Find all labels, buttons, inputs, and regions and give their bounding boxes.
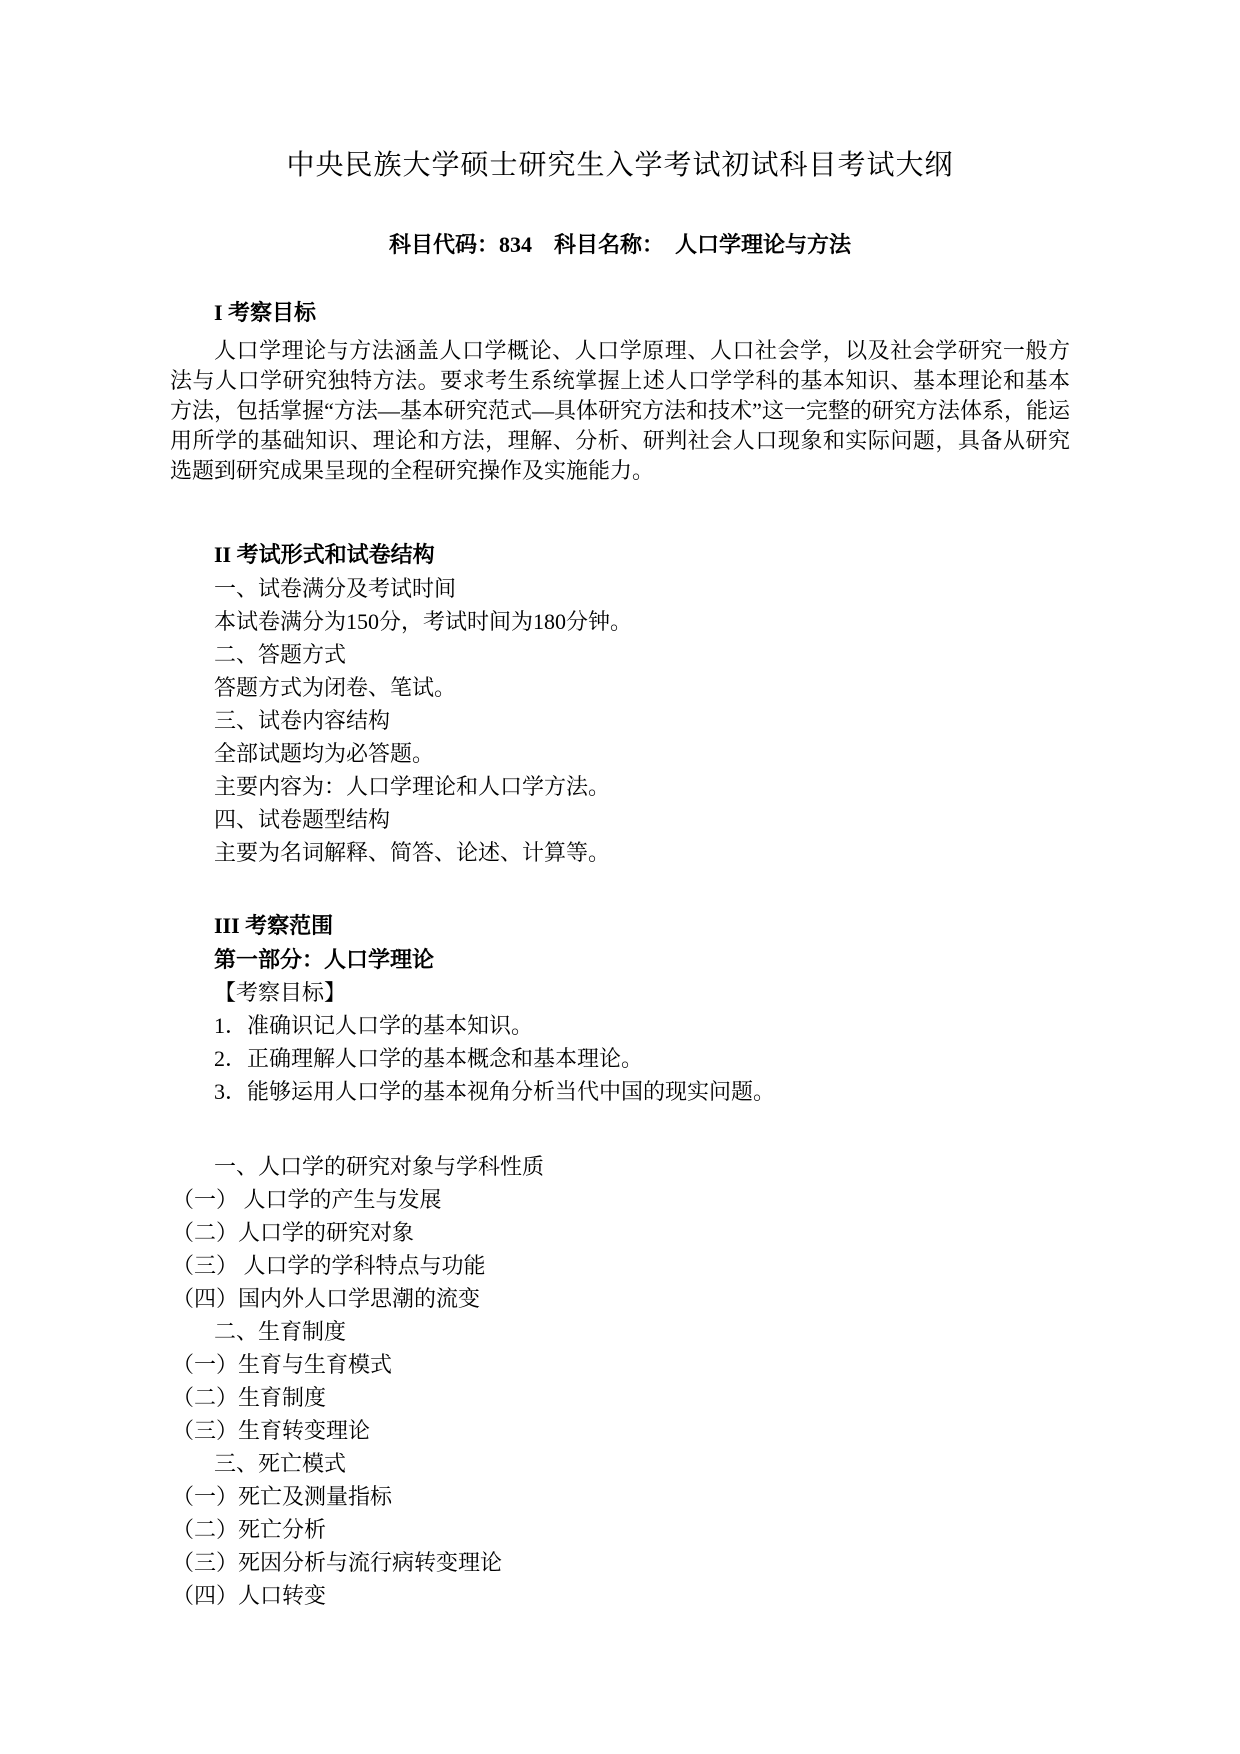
structure-line: 本试卷满分为150分，考试时间为180分钟。 [214, 609, 633, 634]
structure-line: 主要内容为：人口学理论和人口学方法。 [214, 774, 611, 799]
exam-goals-paragraph: 人口学理论与方法涵盖人口学概论、人口学原理、人口社会学，以及社会学研究一般方法与人口学研究独特方法。要求考生系统掌握上述人口学学科的基本知识、基本理论和基本方法，包括掌握“方法—基本研究范式—具体研究方法和技术”这一完整的研究方法体系，能运用所学的基础知识、理论和方法，理解、分析、研判社会人口现象和实际问题，具备从研究选题到研究成果呈现的全程研究操作及实施能力。 [170, 338, 1070, 483]
structure-line: 三、试卷内容结构 [214, 708, 391, 733]
outline-item-sub: （二）生育制度 [172, 1385, 327, 1410]
section-exam-structure [170, 538, 1070, 869]
section-exam-goals-heading: I 考察目标 [214, 300, 317, 325]
section-exam-structure-heading: II 考试形式和试卷结构 [214, 542, 435, 567]
section-exam-scope [170, 909, 1070, 1612]
section-exam-goals [170, 296, 1070, 486]
part1-outline [170, 1150, 1070, 1612]
outline-item-sub: （二）人口学的研究对象 [172, 1220, 415, 1245]
outline-item-sub: （三）死因分析与流行病转变理论 [172, 1550, 503, 1575]
goal-item: 1．准确识记人口学的基本知识。 [214, 1013, 534, 1038]
outline-item-main: 三、死亡模式 [214, 1451, 347, 1476]
goals-label: 【考察目标】 [214, 980, 347, 1005]
outline-item-sub: （四）人口转变 [172, 1583, 327, 1608]
structure-line: 四、试卷题型结构 [214, 807, 391, 832]
outline-item-main: 二、生育制度 [214, 1319, 347, 1344]
outline-item-main: 一、人口学的研究对象与学科性质 [214, 1154, 545, 1179]
outline-item-sub: （三） 人口学的学科特点与功能 [172, 1253, 486, 1278]
part1-title: 第一部分：人口学理论 [214, 947, 435, 972]
outline-item-sub: （二）死亡分析 [172, 1517, 327, 1542]
structure-line: 二、答题方式 [214, 642, 347, 667]
outline-item-sub: （一） 人口学的产生与发展 [172, 1187, 442, 1212]
structure-line: 答题方式为闭卷、笔试。 [214, 675, 457, 700]
outline-item-sub: （一）死亡及测量指标 [172, 1484, 393, 1509]
section-exam-scope-heading: III 考察范围 [214, 913, 334, 938]
document-title: 中央民族大学硕士研究生入学考试初试科目考试大纲 [286, 150, 954, 181]
subject-line: 科目代码：834 科目名称： 人口学理论与方法 [388, 232, 851, 257]
outline-item-sub: （一）生育与生育模式 [172, 1352, 393, 1377]
outline-item-sub: （三）生育转变理论 [172, 1418, 371, 1443]
goal-item: 3．能够运用人口学的基本视角分析当代中国的现实问题。 [214, 1079, 776, 1104]
structure-line: 一、试卷满分及考试时间 [214, 576, 457, 601]
structure-line: 主要为名词解释、简答、论述、计算等。 [214, 840, 611, 865]
outline-item-sub: （四）国内外人口学思潮的流变 [172, 1286, 481, 1311]
goal-item: 2．正确理解人口学的基本概念和基本理论。 [214, 1046, 644, 1071]
structure-line: 全部试题均为必答题。 [214, 741, 435, 766]
